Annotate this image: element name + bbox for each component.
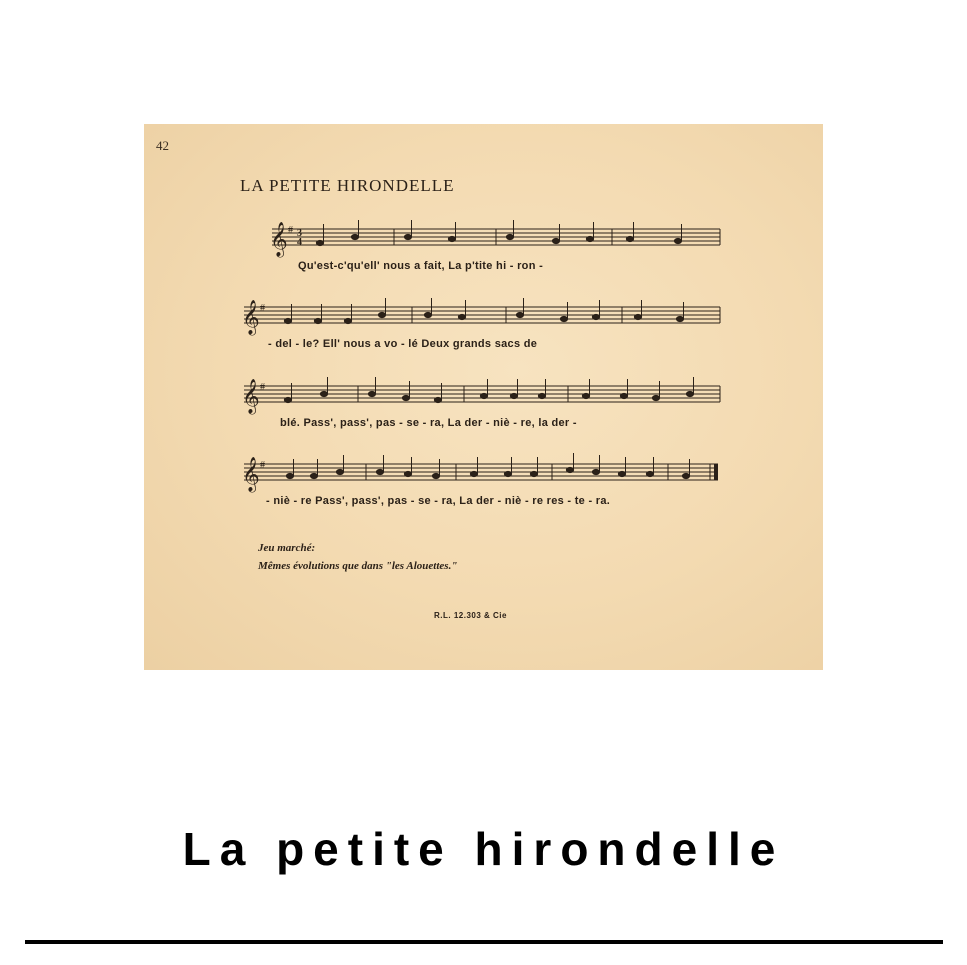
- lyrics-line-4: - niè - re Pass', pass', pas - se - ra, La der - niè - re res - te - ra.: [266, 495, 611, 507]
- lyrics-line-1: Qu'est-c'qu'ell' nous a fait, La p'tite hi - ron -: [298, 260, 544, 272]
- staff-3: [242, 377, 720, 415]
- staff-2: [242, 298, 720, 336]
- svg-text:𝄞: 𝄞: [270, 223, 288, 256]
- score-page: [144, 124, 823, 670]
- svg-text:3: 3: [297, 228, 302, 239]
- staff-1: [270, 220, 720, 258]
- svg-text:#: #: [288, 225, 293, 236]
- lyrics-line-2: - del - le? Ell' nous a vo - lé Deux grands sacs de: [268, 338, 538, 350]
- song-title: LA PETITE HIRONDELLE: [240, 176, 455, 195]
- svg-text:𝄞: 𝄞: [242, 301, 260, 334]
- game-heading: Jeu marché:: [258, 542, 316, 554]
- svg-text:#: #: [260, 460, 265, 471]
- svg-text:#: #: [260, 382, 265, 393]
- svg-text:4: 4: [297, 237, 302, 248]
- image-caption: La petite hirondelle: [182, 823, 785, 875]
- music-score: [144, 124, 823, 524]
- staff-4: [242, 453, 718, 493]
- bottom-rule: [25, 940, 943, 944]
- svg-text:#: #: [260, 303, 265, 314]
- lyrics-line-3: blé. Pass', pass', pas - se - ra, La der - niè - re, la der -: [280, 417, 577, 429]
- svg-text:𝄞: 𝄞: [242, 458, 260, 491]
- publisher-mark: R.L. 12.303 & Cie: [434, 611, 507, 620]
- game-text: Mêmes évolutions que dans "les Alouettes.": [258, 560, 458, 572]
- svg-text:𝄞: 𝄞: [242, 380, 260, 413]
- page-number: 42: [156, 138, 169, 153]
